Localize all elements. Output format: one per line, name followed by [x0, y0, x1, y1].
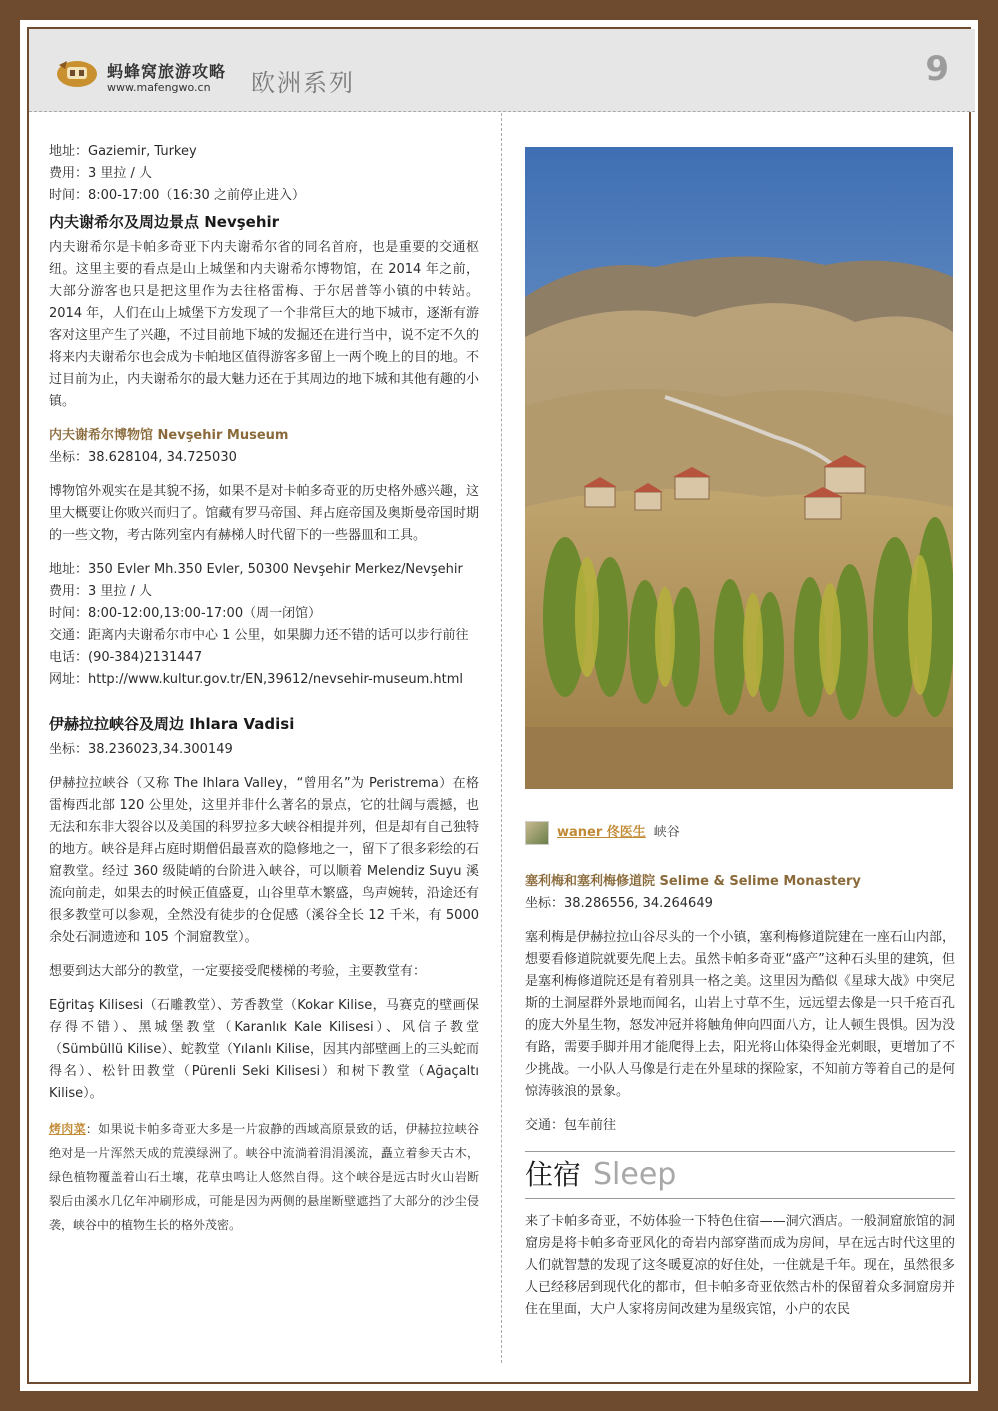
sleep-body: 来了卡帕多奇亚，不妨体验一下特色住宿——洞穴酒店。一般洞窟旅馆的洞窟房是将卡帕多奇亚风化的奇岩内部穿凿而成为房间，早在远古时代这里的人们就智慧的发现了这冬暖夏凉的好住处，一住就是千年。现在，虽然很多人已经移居到现代化的都市，但卡帕多奇亚依然古朴的保留着众多洞窟房并住在里面，大户人家将房间改建为星级宾馆，小户的农民: [525, 1214, 955, 1317]
note-author-link[interactable]: 烤肉菜: [49, 1122, 86, 1136]
info-hours: 时间：8:00-17:00（16:30 之前停止进入）: [49, 188, 305, 203]
museum-fee: 费用：3 里拉 / 人: [49, 584, 153, 599]
museum-website: 网址：http://www.kultur.gov.tr/EN,39612/nevsehir-museum.html: [49, 672, 463, 687]
mafengwo-logo-icon: [53, 57, 101, 89]
ihlara-coords: 坐标：38.236023,34.300149: [49, 742, 233, 757]
page-number: 9: [925, 49, 949, 89]
photo-credit: [525, 821, 955, 845]
selime-transport: 交通：包车前往: [525, 1118, 617, 1133]
note-body: ：如果说卡帕多奇亚大多是一片寂静的西域高原景致的话，伊赫拉拉峡谷绝对是一片浑然天成的荒漠绿洲了。峡谷中流淌着涓涓溪流，矗立着参天古木，绿色植物覆盖着山石土壤，花草虫鸣让人悠然自得。这个峡谷是远古时火山岩断裂后由溪水几亿年冲刷形成，可能是因为两侧的悬崖断壁遮挡了大部分的沙尘侵袭，峡谷中的植物生长的格外茂密。: [49, 1122, 479, 1232]
page: [20, 20, 978, 1391]
subsection-title-selime: 塞利梅和塞利梅修道院 Selime & Selime Monastery: [525, 874, 861, 889]
logo-brand-name: 蚂蜂窝旅游攻略: [107, 62, 227, 81]
left-column: [49, 141, 479, 1237]
ihlara-body: 伊赫拉拉峡谷（又称 The Ihlara Valley，“曾用名”为 Peristrema）在格雷梅西北部 120 公里处，这里并非什么著名的景点，它的壮阔与震撼，也无法和东非大裂谷以及美国的科罗拉多大峡谷相提并列，但是却有自己独特的地方。峡谷是拜占庭时期僧侣最喜欢的隐修地之一，留下了很多彩绘的石窟教堂。经过 360 级陡峭的台阶进入峡谷，可以顺着 Melendiz Suyu 溪流向前走，如果去的时候正值盛夏，山谷里草木繁盛，鸟声婉转，沿途还有很多教堂可以参观，全然没有徒步的仓促感（溪谷全长 12 千米，有 5000 余处石洞遗迹和 105 个洞窟教堂）。: [49, 776, 479, 945]
ihlara-churches-list: Eğritaş Kilisesi（石雕教堂）、芳香教堂（Kokar Kilise，马赛克的壁画保存得不错）、黑城堡教堂（Karanlık Kale Kilisesi）、风信子教堂（Sümbüllü Kilise）、蛇教堂（Yılanlı Kilise，因其内部壁画上的三头蛇而得名）、松针田教堂（Pürenli Seki Kilisesi）和树下教堂（Ağaçaltı Kilise）。: [49, 998, 479, 1101]
photo-credit-user-link[interactable]: waner 佟医生: [557, 825, 646, 840]
section-title-ihlara: 伊赫拉拉峡谷及周边 Ihlara Vadisi: [49, 715, 295, 733]
selime-coords: 坐标：38.286556, 34.264649: [525, 896, 713, 911]
ihlara-churches-intro: 想要到达大部分的教堂，一定要接受爬楼梯的考验，主要教堂有：: [49, 964, 427, 979]
avatar[interactable]: [525, 821, 549, 845]
valley-photo: [525, 147, 953, 789]
museum-coords: 坐标：38.628104, 34.725030: [49, 450, 237, 465]
sleep-section-header: [525, 1151, 955, 1199]
info-fee: 费用：3 里拉 / 人: [49, 166, 153, 181]
museum-phone: 电话：(90-384)2131447: [49, 650, 203, 665]
info-address: 地址：Gaziemir, Turkey: [49, 144, 197, 159]
photo-caption: 峡谷: [653, 825, 680, 840]
museum-body: 博物馆外观实在是其貌不扬，如果不是对卡帕多奇亚的历史格外感兴趣，这里大概要让你败兴而归了。馆藏有罗马帝国、拜占庭帝国及奥斯曼帝国时期的一些文物，考古陈列室内有赫梯人时代留下的一些器皿和工具。: [49, 484, 479, 543]
museum-transport: 交通：距离内夫谢希尔市中心 1 公里，如果脚力还不错的话可以步行前往: [49, 628, 469, 643]
logo-url: www.mafengwo.cn: [107, 81, 211, 94]
sleep-title-en: Sleep: [593, 1157, 677, 1192]
museum-address: 地址：350 Evler Mh.350 Evler, 50300 Nevşehir Merkez/Nevşehir: [49, 562, 463, 577]
museum-hours: 时间：8:00-12:00,13:00-17:00（周一闭馆）: [49, 606, 322, 621]
subsection-title-museum: 内夫谢希尔博物馆 Nevşehir Museum: [49, 428, 289, 443]
series-title: 欧洲系列: [251, 69, 355, 97]
selime-body: 塞利梅是伊赫拉拉山谷尽头的一个小镇，塞利梅修道院建在一座石山内部，想要看修道院就要先爬上去。虽然卡帕多奇亚“盛产”这种石头里的建筑，但是塞利梅修道院还是有着别具一格之美。这里因为酷似《星球大战》中突尼斯的土洞屋群外景地而闻名，山岩上寸草不生，远远望去像是一只千疮百孔的庞大外星生物，怒发冲冠并将触角伸向四面八方，让人顿生畏惧。因为没有路，需要手脚并用才能爬得上去，阳光将山体染得金光刺眼，更增加了不少挑战。一小队人马像是行走在外星球的探险家，不知前方等着自己的是何惊涛骇浪的景象。: [525, 930, 955, 1099]
page-header: [29, 29, 975, 112]
nevsehir-body: 内夫谢希尔是卡帕多奇亚下内夫谢希尔省的同名首府，也是重要的交通枢纽。这里主要的看点是山上城堡和内夫谢希尔博物馆，在 2014 年之前，大部分游客也只是把这里作为去往格雷梅、于尔居普等小镇的中转站。2014 年，人们在山上城堡下方发现了一个非常巨大的地下城市，逐渐有游客对这里产生了兴趣，不过目前地下城的发掘还在进行当中，说不定不久的将来内夫谢希尔也会成为卡帕地区值得游客多留上一两个晚上的目的地。不过目前为止，内夫谢希尔的最大魅力还在于其周边的地下城和其他有趣的小镇。: [49, 240, 479, 409]
right-column: [525, 141, 955, 1321]
sleep-title-cn: 住宿: [525, 1158, 582, 1191]
traveler-note: [49, 1117, 479, 1237]
section-title-nevsehir: 内夫谢希尔及周边景点 Nevşehir: [49, 213, 280, 231]
column-divider: [501, 113, 502, 1363]
